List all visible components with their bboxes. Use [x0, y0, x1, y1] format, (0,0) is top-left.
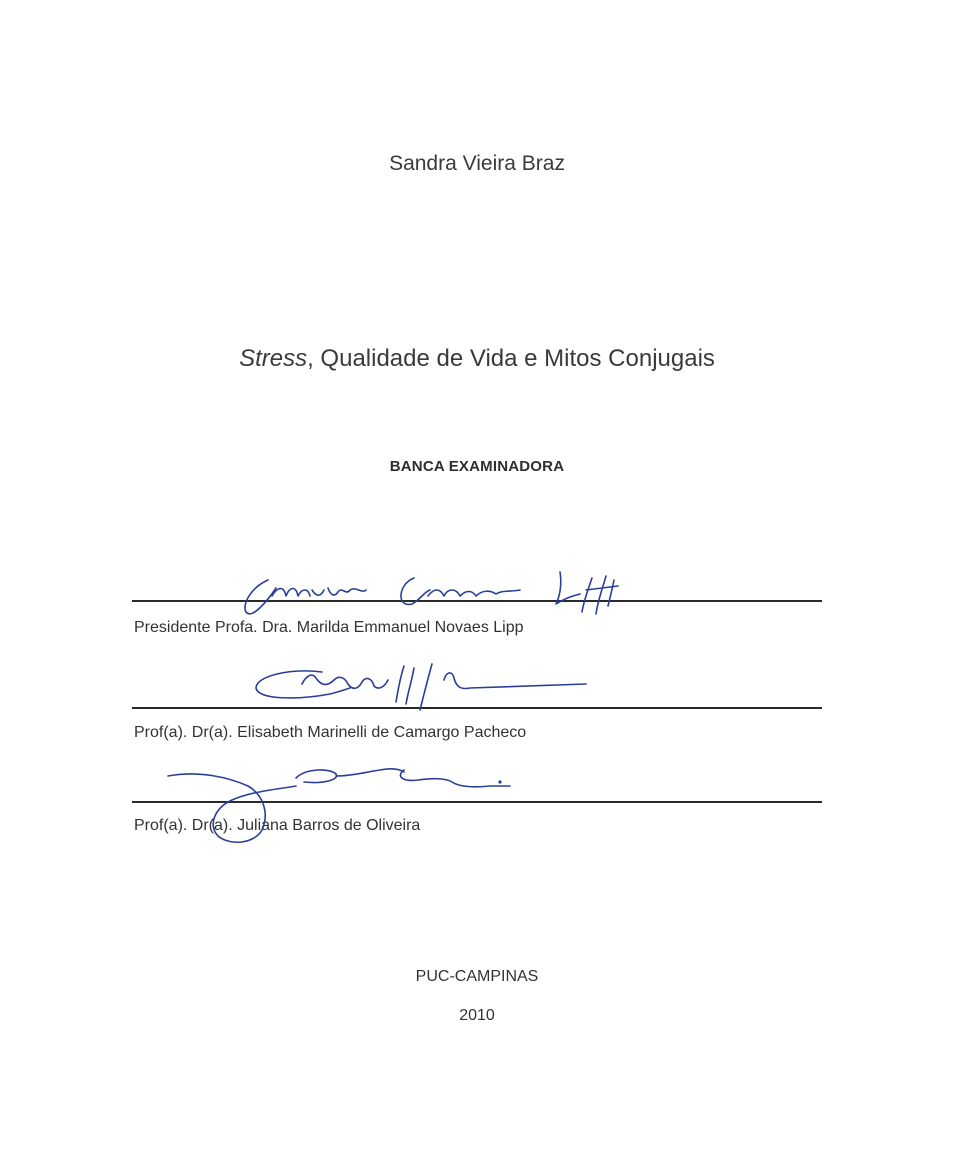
examiner-label-1: Presidente Profa. Dra. Marilda Emmanuel Novaes Lipp: [134, 619, 524, 636]
title-rest: , Qualidade de Vida e Mitos Conjugais: [307, 345, 715, 372]
signature-2-handwriting: [256, 664, 586, 710]
institution: PUC-CAMPINAS: [415, 968, 539, 985]
signature-1-handwriting: [245, 572, 618, 614]
signature-line-2: [132, 707, 822, 709]
title-italic: Stress: [239, 345, 308, 372]
author-name: Sandra Vieira Braz: [389, 152, 565, 175]
examiner-label-3: Prof(a). Dr(a). Juliana Barros de Oliveira: [134, 817, 421, 834]
banca-heading: BANCA EXAMINADORA: [389, 458, 565, 475]
thesis-title: [0, 345, 954, 373]
signature-line-3: [132, 801, 822, 803]
year: 2010: [459, 1007, 495, 1024]
examiner-label-2: Prof(a). Dr(a). Elisabeth Marinelli de Camargo Pacheco: [134, 724, 527, 741]
signature-line-1: [132, 600, 822, 602]
